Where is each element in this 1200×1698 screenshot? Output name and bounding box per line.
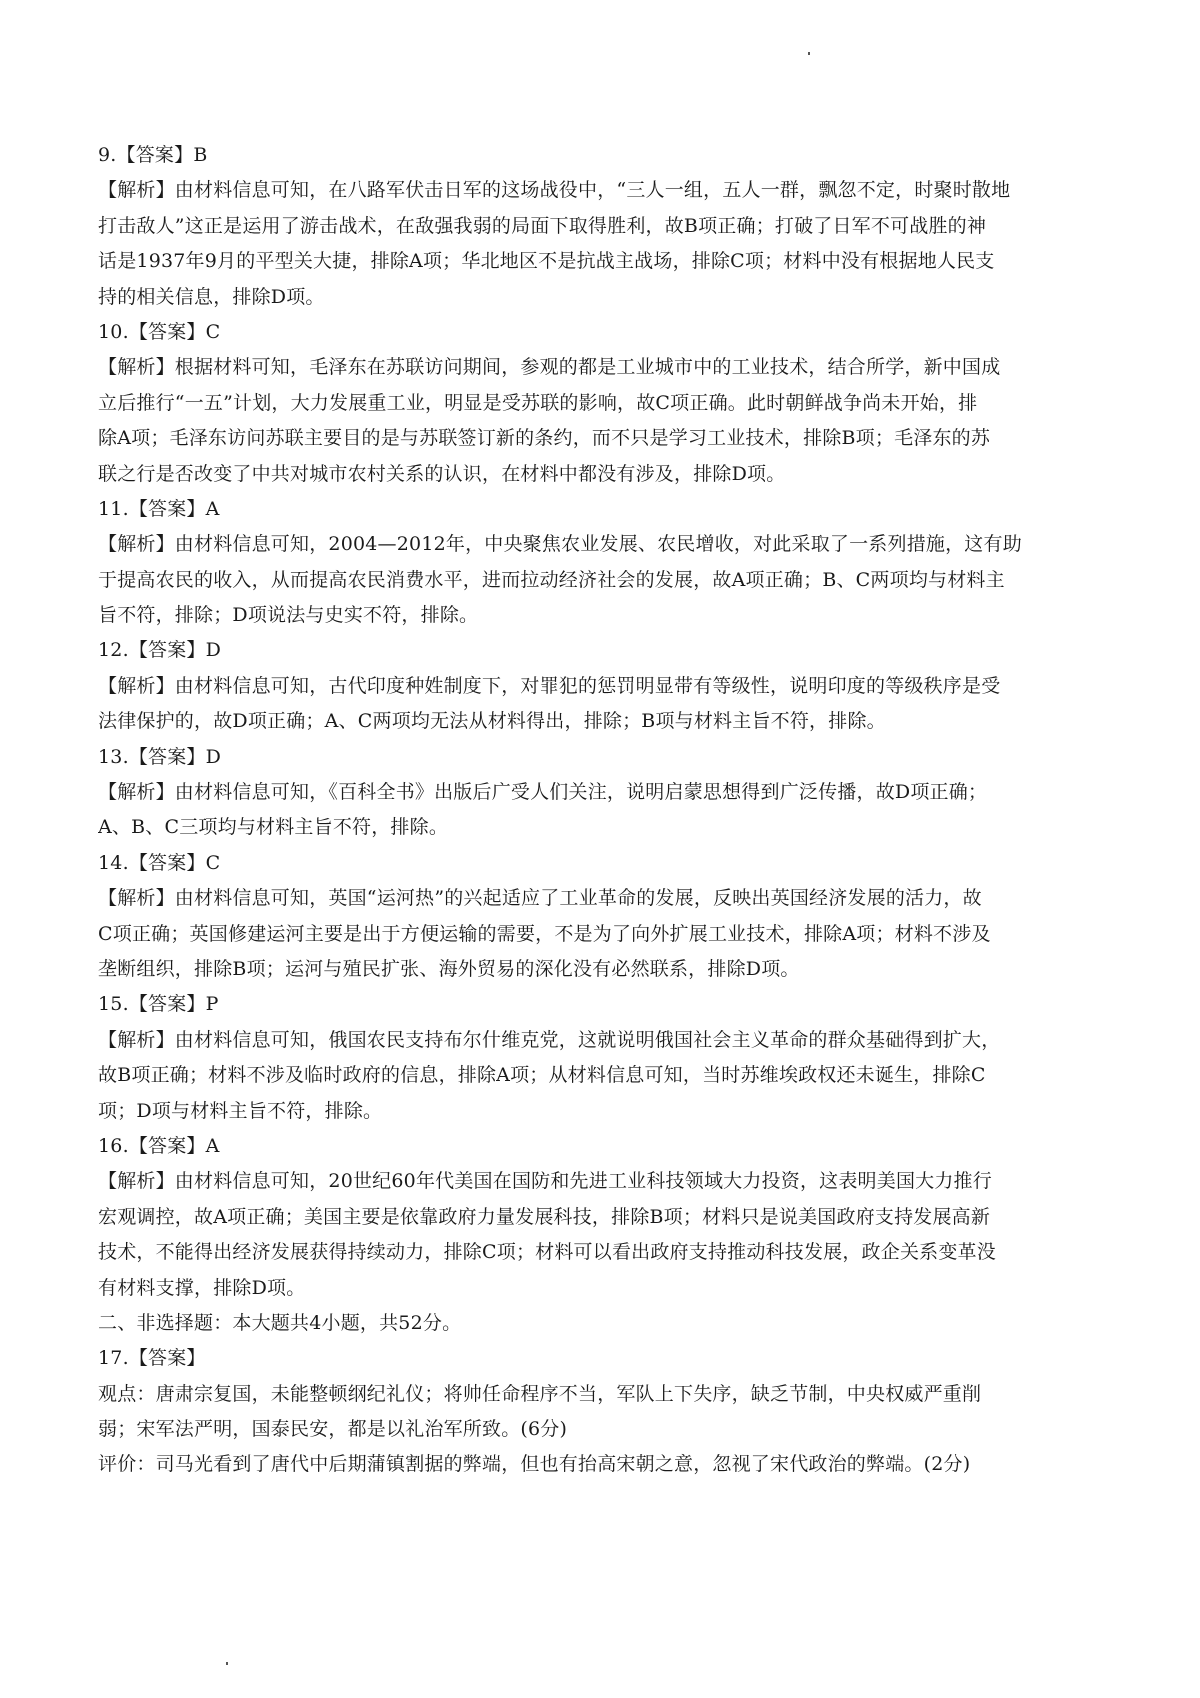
text-line: A、B、C三项均与材料主旨不符，排除。 [98, 816, 449, 839]
text-line: 15.【答案】P [98, 993, 219, 1016]
text-line: 【解析】由材料信息可知，在八路军伏击日军的这场战役中，“三人一组，五人一群，飘忽不定，时聚时散地 [98, 179, 1011, 202]
text-line: 12.【答案】D [98, 639, 222, 662]
text-line: 14.【答案】C [98, 851, 221, 874]
text-line: 于提高农民的收入，从而提高农民消费水平，进而拉动经济社会的发展，故A项正确；B、C两项均与材料主 [98, 568, 1005, 591]
text-line: 13.【答案】D [98, 745, 222, 768]
text-line: 弱；宋军法严明，国泰民安，都是以礼治军所致。(6分) [98, 1418, 568, 1441]
text-line: 技术，不能得出经济发展获得持续动力，排除C项；材料可以看出政府支持推动科技发展，政企关系变革没 [98, 1241, 996, 1264]
text-line: 宏观调控，故A项正确；美国主要是依靠政府力量发展科技，排除B项；材料只是说美国政府支持发展高新 [98, 1205, 991, 1228]
text-line: 旨不符，排除；D项说法与史实不符，排除。 [98, 604, 479, 627]
text-line: 【解析】由材料信息可知，英国“运河热”的兴起适应了工业革命的发展，反映出英国经济发展的活力，故 [98, 887, 982, 910]
text-line: 9.【答案】B [98, 144, 208, 166]
text-line: 持的相关信息，排除D项。 [98, 285, 325, 308]
text-line: 观点：唐肃宗复国，未能整顿纲纪礼仪；将帅任命程序不当，军队上下失序，缺乏节制，中央权威严重削 [98, 1382, 982, 1405]
text-line: 立后推行“一五”计划，大力发展重工业，明显是受苏联的影响，故C项正确。此时朝鲜战争尚未开始，排 [98, 391, 978, 414]
text-line: 项；D项与材料主旨不符，排除。 [98, 1099, 383, 1122]
text-line: 故B项正确；材料不涉及临时政府的信息，排除A项；从材料信息可知，当时苏维埃政权还未诞生，排除C [98, 1064, 986, 1087]
text-line: 10.【答案】C [98, 320, 221, 343]
text-line: 16.【答案】A [98, 1134, 220, 1157]
scan-speck-top [808, 52, 810, 55]
text-line: 【解析】由材料信息可知，20世纪60年代美国在国防和先进工业科技领域大力投资，这表明美国大力推行 [98, 1170, 992, 1193]
text-line: 打击敌人”这正是运用了游击战术，在敌强我弱的局面下取得胜利，故B项正确；打破了日军不可战胜的神 [98, 214, 987, 237]
text-line: 【解析】由材料信息可知，俄国农民支持布尔什维克党，这就说明俄国社会主义革命的群众基础得到扩大， [98, 1028, 1001, 1051]
text-line: 有材料支撑，排除D项。 [98, 1276, 306, 1299]
answer-key-page [98, 138, 1118, 1483]
text-line: 评价：司马光看到了唐代中后期蒲镇割据的弊端，但也有抬高宋朝之意，忽视了宋代政治的弊端。(2分) [98, 1453, 971, 1476]
text-line: 11.【答案】A [98, 497, 220, 520]
text-line: 垄断组织，排除B项；运河与殖民扩张、海外贸易的深化没有必然联系，排除D项。 [98, 957, 800, 980]
text-line: 除A项；毛泽东访问苏联主要目的是与苏联签订新的条约，而不只是学习工业技术，排除B项；毛泽东的苏 [98, 427, 991, 450]
text-line: 【解析】由材料信息可知，古代印度种姓制度下，对罪犯的惩罚明显带有等级性，说明印度的等级秩序是受 [98, 674, 1001, 697]
text-line: 【解析】由材料信息可知，2004—2012年，中央聚焦农业发展、农民增收，对此采取了一系列措施，这有助 [98, 533, 1022, 556]
text-line: 联之行是否改变了中共对城市农村关系的认识，在材料中都没有涉及，排除D项。 [98, 462, 786, 485]
text-line: 17.【答案】 [98, 1347, 206, 1370]
text-line: 法律保护的，故D项正确；A、C两项均无法从材料得出，排除；B项与材料主旨不符，排除。 [98, 710, 886, 733]
text-line: 二、非选择题：本大题共4小题，共52分。 [98, 1311, 462, 1334]
text-line: 【解析】根据材料可知，毛泽东在苏联访问期间，参观的都是工业城市中的工业技术，结合所学，新中国成 [98, 356, 1001, 379]
text-line: 【解析】由材料信息可知，《百科全书》出版后广受人们关注，说明启蒙思想得到广泛传播，故D项正确； [98, 781, 988, 804]
text-line: 话是1937年9月的平型关大捷，排除A项；华北地区不是抗战主战场，排除C项；材料中没有根据地人民支 [98, 250, 995, 273]
scan-speck-bottom [226, 1662, 228, 1665]
text-line: C项正确；英国修建运河主要是出于方便运输的需要，不是为了向外扩展工业技术，排除A项；材料不涉及 [98, 922, 991, 945]
